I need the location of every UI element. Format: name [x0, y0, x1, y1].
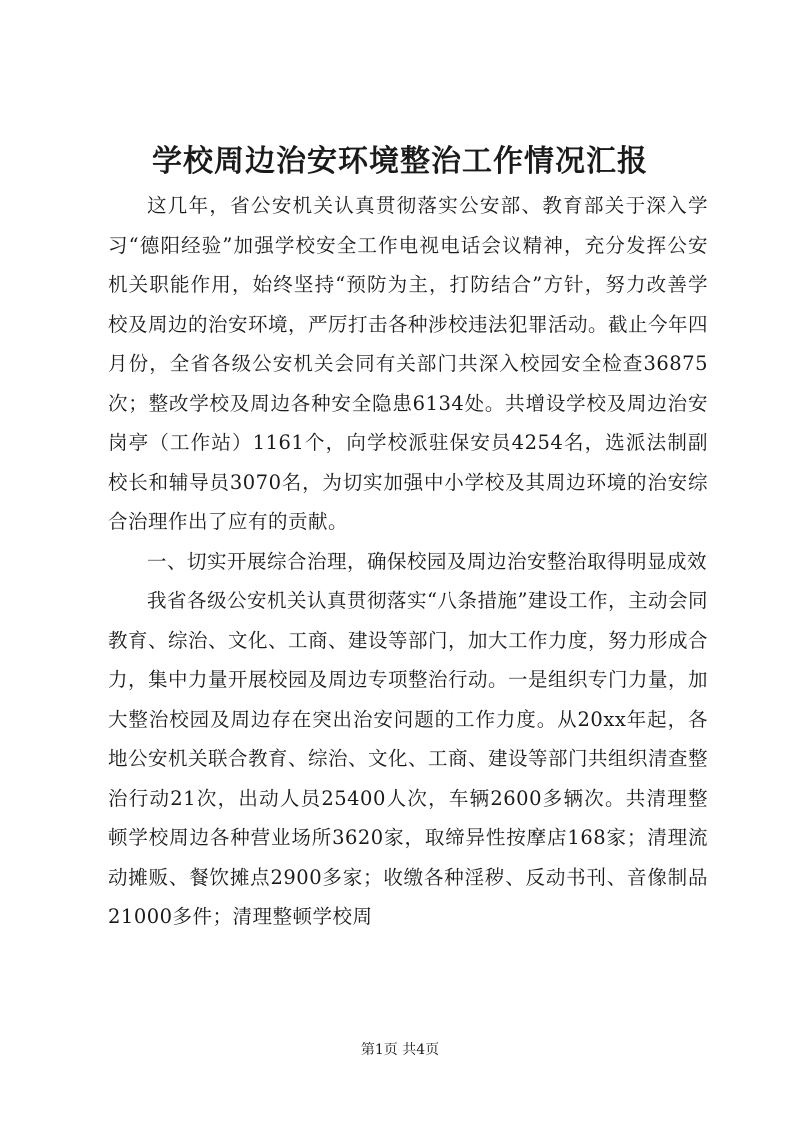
document-title: 学校周边治安环境整治工作情况汇报 [152, 144, 648, 179]
paragraph-intro: 这几年，省公安机关认真贯彻落实公安部、教育部关于深入学习“德阳经验”加强学校安全工作电视电话会议精神，充分发挥公安机关职能作用，始终坚持“预防为主，打防结合”方针，努力改善学校及周边的治安环境，严厉打击各种涉校违法犯罪活动。截止今年四月份，全省各级公安机关会同有关部门共深入校园安全检查36875次；整改学校及周边各种安全隐患6134处。共增设学校及周边治安岗亭（工作站）1161个，向学校派驻保安员4254名，选派法制副校长和辅导员3070名，为切实加强中小学校及其周边环境的治安综合治理作出了应有的贡献。 [108, 194, 709, 533]
page-footer: 第1页 共4页 [360, 1042, 440, 1058]
document-body [108, 186, 708, 937]
section-heading: 一、切实开展综合治理，确保校园及周边治安整治取得明显成效 [147, 549, 708, 573]
paragraph-section-one: 我省各级公安机关认真贯彻落实“八条措施”建设工作，主动会同教育、综治、文化、工商、建设等部门，加大工作力度，努力形成合力，集中力量开展校园及周边专项整治行动。一是组织专门力量，加大整治校园及周边存在突出治安问题的工作力度。从20xx年起，各地公安机关联合教育、综治、文化、工商、建设等部门共组织清查整治行动21次，出动人员25400人次，车辆2600多辆次。共清理整顿学校周边各种营业场所3620家，取缔异性按摩店168家；清理流动摊贩、餐饮摊点2900多家；收缴各种淫秽、反动书刊、音像制品21000多件；清理整顿学校周 [108, 589, 709, 928]
